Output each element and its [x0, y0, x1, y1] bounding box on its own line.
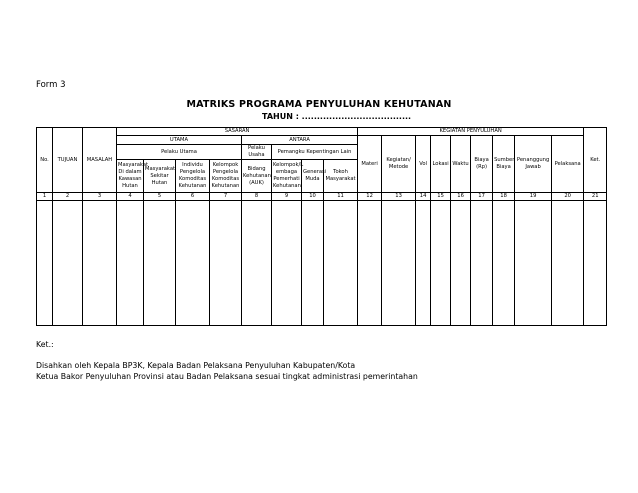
header-masyarakat-dalam: Masyarakat Di dalam Kawasan Hutan	[117, 160, 144, 193]
column-number: 6	[176, 193, 210, 201]
footer-ket: Ket.:	[36, 340, 54, 349]
footer-approval-line-1: Disahkan oleh Kepala BP3K, Kepala Badan Pelaksana Penyuluhan Kabupaten/Kota	[36, 361, 356, 370]
column-number: 18	[493, 193, 515, 201]
page-title: MATRIKS PROGRAMA PENYULUHAN KEHUTANAN	[186, 99, 452, 110]
header-sumber-biaya: Sumber Biaya	[493, 136, 515, 193]
header-vol: Vol	[416, 136, 431, 193]
header-tujuan: TUJUAN	[53, 128, 83, 193]
column-number: 9	[272, 193, 302, 201]
header-penanggung-jawab: Penanggung Jawab	[515, 136, 552, 193]
header-lokasi: Lokasi	[431, 136, 451, 193]
table-cell[interactable]	[272, 201, 302, 326]
header-generasi-muda: Generasi Muda	[302, 160, 324, 193]
table-cell[interactable]	[324, 201, 358, 326]
header-bidang-kehutanan: Bidang Kehutanan (AUK)	[242, 160, 272, 193]
column-number: 8	[242, 193, 272, 201]
column-number: 14	[416, 193, 431, 201]
table-cell[interactable]	[416, 201, 431, 326]
column-number: 15	[431, 193, 451, 201]
header-ket: Ket.	[584, 128, 607, 193]
table-cell[interactable]	[515, 201, 552, 326]
column-number: 20	[552, 193, 584, 201]
table-cell[interactable]	[358, 201, 382, 326]
header-waktu: Waktu	[451, 136, 471, 193]
table-cell[interactable]	[302, 201, 324, 326]
header-pelaku-utama: Pelaku Utama	[117, 145, 242, 160]
column-number: 21	[584, 193, 607, 201]
header-pelaksana: Pelaksana	[552, 136, 584, 193]
column-number: 12	[358, 193, 382, 201]
table-cell[interactable]	[144, 201, 176, 326]
header-kegiatan-metode: Kegiatan/ Metode	[382, 136, 416, 193]
column-number: 11	[324, 193, 358, 201]
header-masalah: MASALAH	[83, 128, 117, 193]
table-cell[interactable]	[53, 201, 83, 326]
table-cell[interactable]	[83, 201, 117, 326]
table-cell[interactable]	[552, 201, 584, 326]
header-pelaku-usaha: Pelaku Usaha	[242, 145, 272, 160]
table-cell[interactable]	[117, 201, 144, 326]
footer-approval-line-2: Ketua Bakor Penyuluhan Provinsi atau Badan Pelaksana sesuai tingkat administrasi pemerintahan	[36, 372, 418, 381]
header-individu-pengelola: Individu Pengelola Komoditas Kehutanan	[176, 160, 210, 193]
column-number: 3	[83, 193, 117, 201]
table-cell[interactable]	[471, 201, 493, 326]
column-number: 10	[302, 193, 324, 201]
header-antara: ANTARA	[242, 136, 358, 145]
header-materi: Materi	[358, 136, 382, 193]
column-number: 13	[382, 193, 416, 201]
column-number: 19	[515, 193, 552, 201]
form-label: Form 3	[36, 80, 66, 90]
table-cell[interactable]	[37, 201, 53, 326]
header-utama: UTAMA	[117, 136, 242, 145]
column-number: 17	[471, 193, 493, 201]
column-number: 5	[144, 193, 176, 201]
header-biaya: Biaya (Rp)	[471, 136, 493, 193]
column-number: 7	[210, 193, 242, 201]
column-number: 4	[117, 193, 144, 201]
table-cell[interactable]	[451, 201, 471, 326]
header-sasaran: SASARAN	[117, 128, 358, 136]
year-subtitle: TAHUN : ....................................	[262, 112, 412, 121]
program-matrix-table	[36, 127, 607, 326]
table-cell[interactable]	[242, 201, 272, 326]
table-cell[interactable]	[431, 201, 451, 326]
column-number: 2	[53, 193, 83, 201]
table-cell[interactable]	[176, 201, 210, 326]
column-number: 16	[451, 193, 471, 201]
header-masyarakat-sekitar: Masyarakat Sekitar Hutan	[144, 160, 176, 193]
table-cell[interactable]	[382, 201, 416, 326]
header-pemangku-kepentingan: Pemangku Kepentingan Lain	[272, 145, 358, 160]
header-no: No.	[37, 128, 53, 193]
table-cell[interactable]	[584, 201, 607, 326]
table-cell[interactable]	[493, 201, 515, 326]
header-tokoh-masyarakat: Tokoh Masyarakat	[324, 160, 358, 193]
header-kelompok-lembaga: Kelompok/L embaga Pemerhati Kehutanan	[272, 160, 302, 193]
table-cell[interactable]	[210, 201, 242, 326]
table-row	[37, 201, 607, 326]
header-kegiatan-penyuluhan: KEGIATAN PENYULUHAN	[358, 128, 584, 136]
column-number: 1	[37, 193, 53, 201]
header-kelompok-pengelola: Kelompok Pengelola Komoditas Kehutanan	[210, 160, 242, 193]
